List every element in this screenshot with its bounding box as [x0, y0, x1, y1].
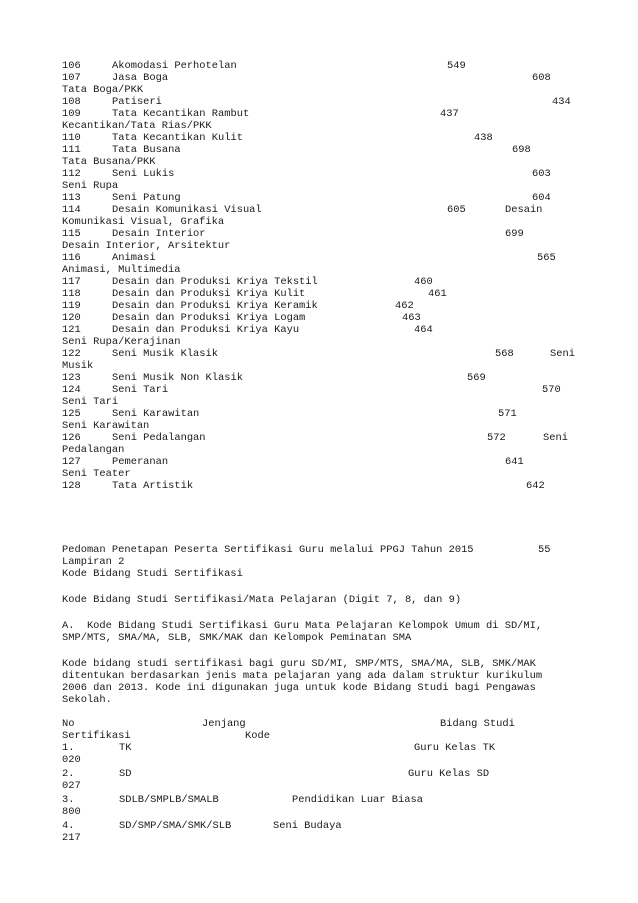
row-jenjang: SD — [119, 768, 132, 780]
row-number: 124 — [62, 384, 81, 396]
row-code: 549 — [447, 60, 466, 72]
row-code: 462 — [395, 300, 414, 312]
row-number: 3. — [62, 794, 75, 806]
row-number: 118 — [62, 288, 81, 300]
row-jenjang: SDLB/SMPLB/SMALB — [119, 794, 219, 806]
row-code: 604 — [532, 192, 551, 204]
row-kode: 800 — [62, 806, 81, 818]
row-continuation: Animasi, Multimedia — [62, 264, 181, 276]
row-number: 108 — [62, 96, 81, 108]
row-subject: Desain dan Produksi Kriya Keramik — [112, 300, 318, 312]
row-code: 463 — [402, 312, 421, 324]
page-title-text: Kode Bidang Studi Sertifikasi — [62, 568, 243, 580]
row-subject: Seni Patung — [112, 192, 181, 204]
row-number: 114 — [62, 204, 81, 216]
row-code: 698 — [512, 144, 531, 156]
row-continuation: Komunikasi Visual, Grafika — [62, 216, 225, 228]
row-continuation: Tata Busana/PKK — [62, 156, 156, 168]
row-kode: 020 — [62, 754, 81, 766]
row-code: 565 — [537, 252, 556, 264]
row-subject: Desain Komunikasi Visual — [112, 204, 262, 216]
row-tail: Seni — [550, 348, 575, 360]
row-number: 119 — [62, 300, 81, 312]
row-tail: Seni — [543, 432, 568, 444]
row-continuation: Tata Boga/PKK — [62, 84, 144, 96]
row-subject: Seni Karawitan — [112, 408, 200, 420]
row-number: 1. — [62, 742, 75, 754]
row-number: 126 — [62, 432, 81, 444]
paragraph-text: Sekolah. — [62, 694, 112, 706]
row-number: 120 — [62, 312, 81, 324]
footer-text: Pedoman Penetapan Peserta Sertifikasi Guru melalui PPGJ Tahun 2015 — [62, 544, 474, 556]
row-subject: Seni Lukis — [112, 168, 175, 180]
row-code: 603 — [532, 168, 551, 180]
row-bidang: Guru Kelas TK — [414, 742, 496, 754]
row-kode: 027 — [62, 780, 81, 792]
row-subject: Seni Tari — [112, 384, 169, 396]
row-code: 568 — [495, 348, 514, 360]
row-continuation: Seni Tari — [62, 396, 119, 408]
section-a-text: SMP/MTS, SMA/MA, SLB, SMK/MAK dan Kelompok Peminatan SMA — [62, 632, 412, 644]
header-jenjang: Jenjang — [202, 718, 246, 730]
row-subject: Tata Kecantikan Rambut — [112, 108, 250, 120]
row-continuation: Musik — [62, 360, 94, 372]
row-subject: Tata Kecantikan Kulit — [112, 132, 243, 144]
row-subject: Akomodasi Perhotelan — [112, 60, 237, 72]
row-number: 125 — [62, 408, 81, 420]
row-subject: Desain Interior — [112, 228, 206, 240]
row-jenjang: SD/SMP/SMA/SMK/SLB — [119, 820, 232, 832]
row-subject: Seni Musik Klasik — [112, 348, 219, 360]
header-sertifikasi: Sertifikasi — [62, 730, 131, 742]
row-subject: Desain dan Produksi Kriya Kayu — [112, 324, 300, 336]
row-number: 122 — [62, 348, 81, 360]
row-continuation: Seni Rupa/Kerajinan — [62, 336, 181, 348]
row-subject: Desain dan Produksi Kriya Logam — [112, 312, 306, 324]
row-number: 116 — [62, 252, 81, 264]
row-code: 569 — [467, 372, 486, 384]
row-code: 571 — [498, 408, 517, 420]
row-code: 438 — [474, 132, 493, 144]
row-subject: Desain dan Produksi Kriya Tekstil — [112, 276, 318, 288]
row-continuation: Desain Interior, Arsitektur — [62, 240, 231, 252]
row-number: 112 — [62, 168, 81, 180]
row-continuation: Kecantikan/Tata Rias/PKK — [62, 120, 212, 132]
row-number: 113 — [62, 192, 81, 204]
row-number: 109 — [62, 108, 81, 120]
row-subject: Tata Artistik — [112, 480, 194, 492]
row-subject: Jasa Boga — [112, 72, 169, 84]
row-number: 121 — [62, 324, 81, 336]
row-code: 461 — [428, 288, 447, 300]
row-subject: Seni Musik Non Klasik — [112, 372, 243, 384]
row-number: 117 — [62, 276, 81, 288]
row-number: 107 — [62, 72, 81, 84]
row-number: 110 — [62, 132, 81, 144]
header-no: No — [62, 718, 75, 730]
row-continuation: Pedalangan — [62, 444, 125, 456]
section-a-text: A. Kode Bidang Studi Sertifikasi Guru Mata Pelajaran Kelompok Umum di SD/MI, — [62, 620, 543, 632]
sub-title-text: Kode Bidang Studi Sertifikasi/Mata Pelajaran (Digit 7, 8, dan 9) — [62, 594, 462, 606]
row-kode: 217 — [62, 832, 81, 844]
row-number: 115 — [62, 228, 81, 240]
row-number: 4. — [62, 820, 75, 832]
row-subject: Pemeranan — [112, 456, 169, 468]
row-number: 111 — [62, 144, 81, 156]
row-number: 128 — [62, 480, 81, 492]
row-code: 699 — [505, 228, 524, 240]
row-continuation: Seni Karawitan — [62, 420, 150, 432]
row-number: 106 — [62, 60, 81, 72]
row-subject: Patiseri — [112, 96, 162, 108]
row-subject: Animasi — [112, 252, 156, 264]
paragraph-text: 2006 dan 2013. Kode ini digunakan juga untuk kode Bidang Studi bagi Pengawas — [62, 682, 536, 694]
page-number: 55 — [538, 544, 551, 556]
row-code: 641 — [505, 456, 524, 468]
row-code: 642 — [526, 480, 545, 492]
paragraph-text: Kode bidang studi sertifikasi bagi guru SD/MI, SMP/MTS, SMA/MA, SLB, SMK/MAK — [62, 658, 536, 670]
row-subject: Tata Busana — [112, 144, 181, 156]
row-number: 2. — [62, 768, 75, 780]
row-number: 123 — [62, 372, 81, 384]
row-number: 127 — [62, 456, 81, 468]
lampiran-text: Lampiran 2 — [62, 556, 125, 568]
row-jenjang: TK — [119, 742, 132, 754]
row-tail: Desain — [505, 204, 543, 216]
row-code: 434 — [552, 96, 571, 108]
paragraph-text: ditentukan berdasarkan jenis mata pelajaran yang ada dalam struktur kurikulum — [62, 670, 543, 682]
header-kode: Kode — [245, 730, 270, 742]
row-subject: Seni Pedalangan — [112, 432, 206, 444]
row-continuation: Seni Teater — [62, 468, 131, 480]
row-code: 464 — [414, 324, 433, 336]
row-subject: Desain dan Produksi Kriya Kulit — [112, 288, 306, 300]
row-bidang: Pendidikan Luar Biasa — [292, 794, 423, 806]
row-code: 572 — [487, 432, 506, 444]
row-continuation: Seni Rupa — [62, 180, 119, 192]
row-code: 437 — [440, 108, 459, 120]
row-code: 608 — [532, 72, 551, 84]
row-bidang: Guru Kelas SD — [408, 768, 490, 780]
row-code: 460 — [414, 276, 433, 288]
row-code: 605 — [447, 204, 466, 216]
header-bidang: Bidang Studi — [440, 718, 515, 730]
row-bidang: Seni Budaya — [273, 820, 342, 832]
row-code: 570 — [542, 384, 561, 396]
